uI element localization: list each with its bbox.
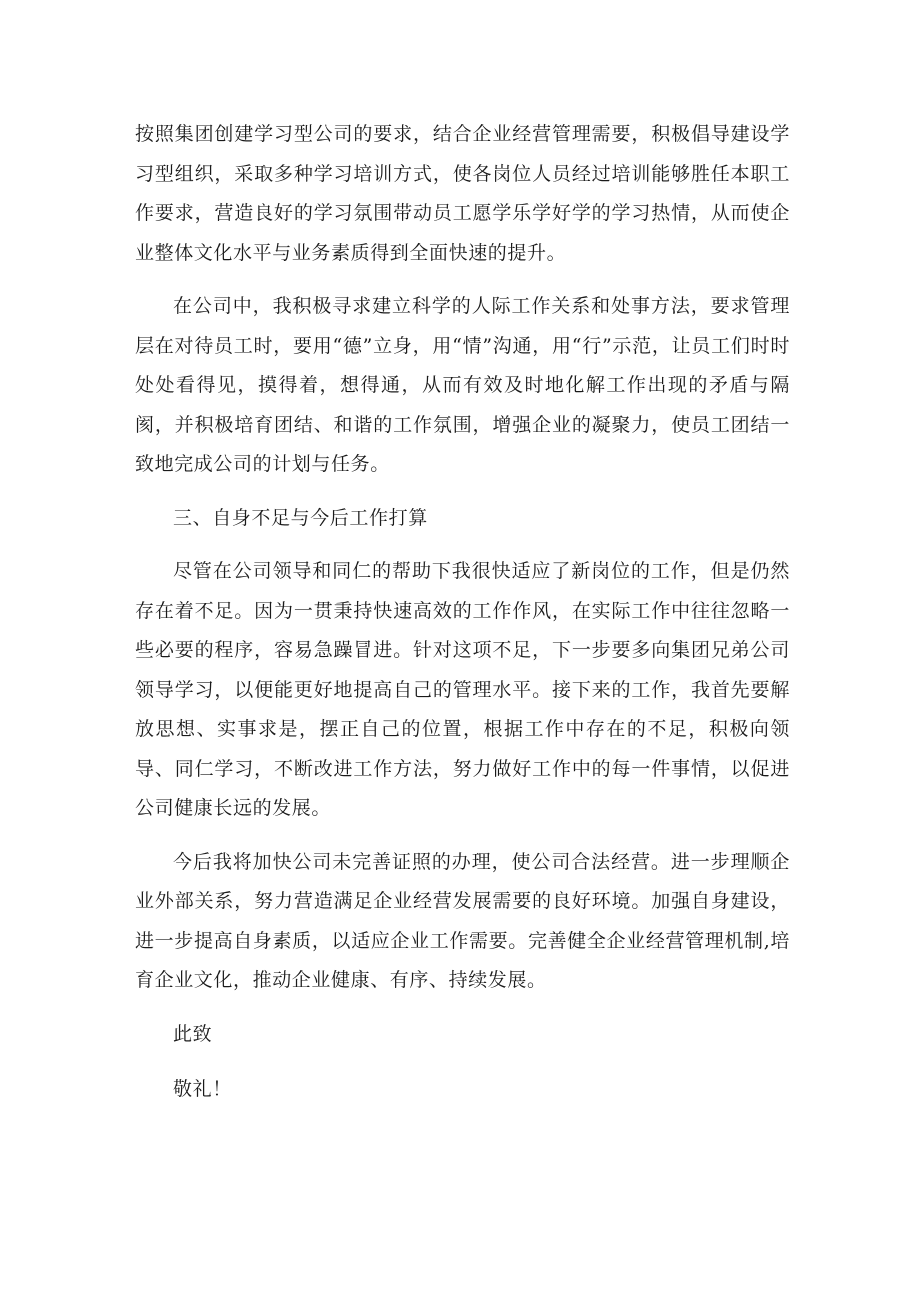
paragraph-future-plans: 今后我将加快公司未完善证照的办理，使公司合法经营。进一步理顺企业外部关系，努力营造满足企业经营发展需要的良好环境。加强自身建设，进一步提高自身素质，以适应企业工作需要。完善健全企业经营管理机制,培育企业文化，推动企业健康、有序、持续发展。 xyxy=(135,850,790,991)
closing-regards: 敬礼！ xyxy=(173,1078,232,1100)
closing-salutation: 此致 xyxy=(173,1022,213,1045)
section-heading-shortcomings: 三、自身不足与今后工作打算 xyxy=(173,506,428,529)
paragraph-learning-organization: 按照集团创建学习型公司的要求，结合企业经营管理需要，积极倡导建设学习型组织，采取多种学习培训方式，使各岗位人员经过培训能够胜任本职工作要求，营造良好的学习氛围带动员工愿学乐学好学的学习热情，从而使企业整体文化水平与业务素质得到全面快速的提升。 xyxy=(135,123,790,264)
document-body xyxy=(135,115,790,1126)
paragraph-interpersonal-relations: 在公司中，我积极寻求建立科学的人际工作关系和处事方法，要求管理层在对待员工时，要用“德”立身，用“情”沟通，用“行”示范，让员工们时时处处看得见，摸得着，想得通，从而有效及时地化解工作出现的矛盾与隔阂，并积极培育团结、和谐的工作氛围，增强企业的凝聚力，使员工团结一致地完成公司的计划与任务。 xyxy=(135,295,790,475)
paragraph-shortcomings: 尽管在公司领导和同仁的帮助下我很快适应了新岗位的工作，但是仍然存在着不足。因为一贯秉持快速高效的工作作风，在实际工作中往往忽略一些必要的程序，容易急躁冒进。针对这项不足，下一步要多向集团兄弟公司领导学习，以便能更好地提高自己的管理水平。接下来的工作，我首先要解放思想、实事求是，摆正自己的位置，根据工作中存在的不足，积极向领导、同仁学习，不断改进工作方法，努力做好工作中的每一件事情，以促进公司健康长远的发展。 xyxy=(135,560,790,819)
